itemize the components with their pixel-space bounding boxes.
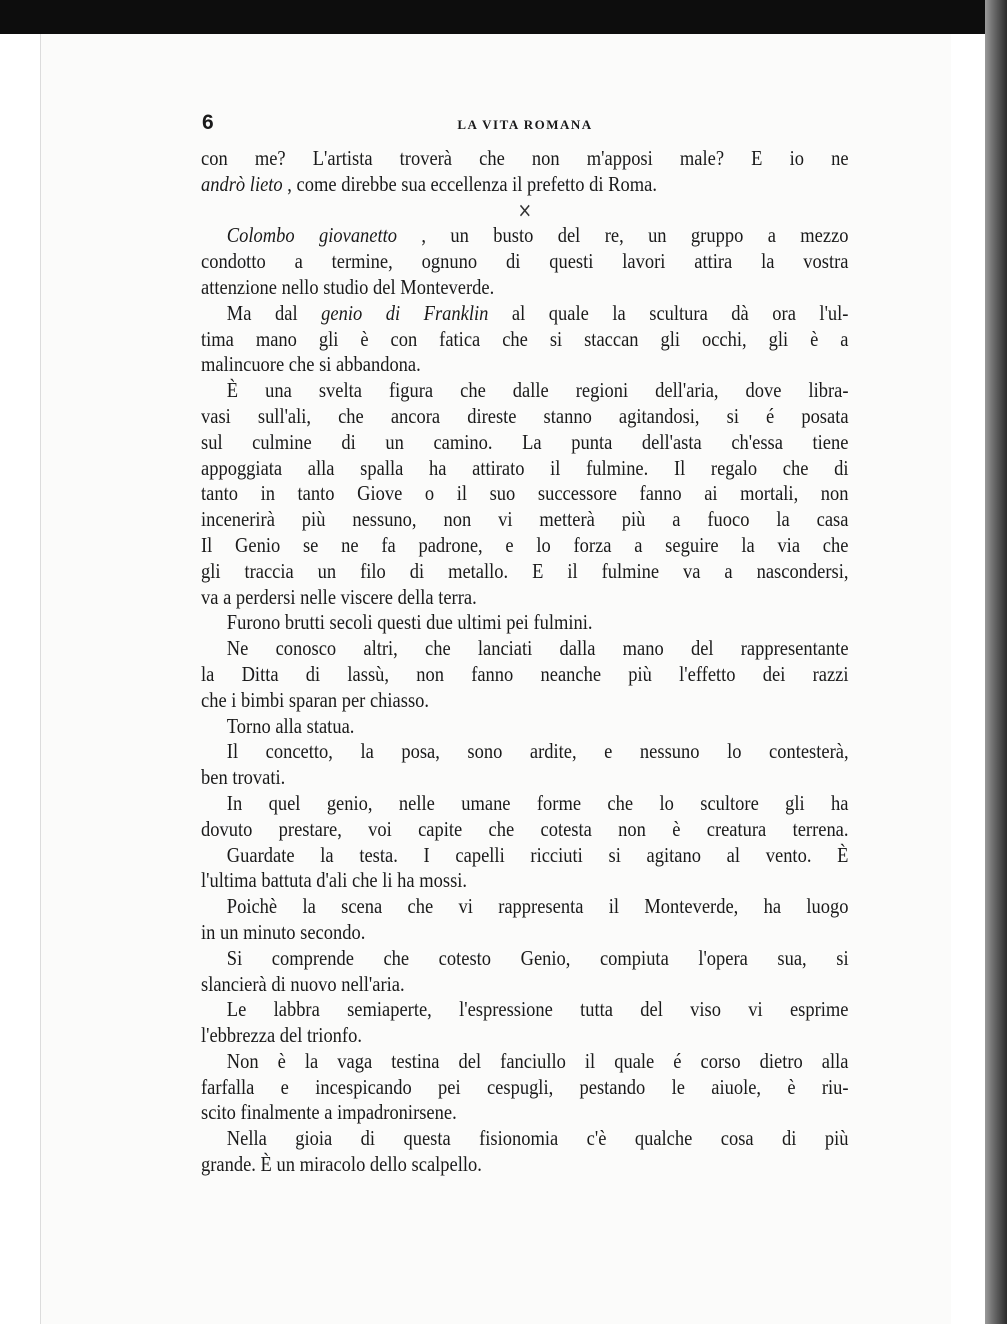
text-line: Il Genio se ne fa padrone, e lo forza a seguire la via che — [201, 532, 849, 557]
text-line: Non è la vaga testina del fanciullo il quale é corso dietro alla — [226, 1048, 849, 1073]
text-line: l'ebbrezza del trionfo. — [201, 1023, 362, 1048]
section-separator: × — [517, 197, 532, 222]
text-line: In quel genio, nelle umane forme che lo scultore gli ha — [226, 790, 849, 815]
text-line: Le labbra semiaperte, l'espressione tutta del viso vi esprime — [226, 997, 849, 1022]
text-line: Torno alla statua. — [226, 713, 355, 738]
body-text — [201, 146, 849, 1178]
text-line: condotto a termine, ognuno di questi lavori attira la vostra — [201, 249, 849, 274]
text-line: gli traccia un filo di metallo. E il fulmine va a nascondersi, — [201, 558, 849, 583]
page-number: 6 — [202, 111, 214, 134]
text-line: andrò lieto , come direbbe sua eccellenza il prefetto di Roma. — [201, 171, 657, 196]
text-line: slancierà di nuovo nell'aria. — [201, 971, 405, 996]
text-line: ben trovati. — [201, 765, 286, 790]
text-line: farfalla e incespicando pei cespugli, pestando le aiuole, è riu- — [201, 1074, 849, 1099]
text-line: appoggiata alla spalla ha attirato il fulmine. Il regalo che di — [201, 455, 849, 480]
text-line: tanto in tanto Giove o il suo successore fanno ai mortali, non — [201, 481, 849, 506]
text-line: con me? L'artista troverà che non m'apposi male? E io ne — [201, 146, 849, 170]
text-line: È una svelta figura che dalle regioni dell'aria, dove libra- — [226, 378, 849, 403]
text-line: scito finalmente a impadronirsene. — [201, 1100, 457, 1125]
text-line: Guardate la testa. I capelli ricciuti si agitano al vento. È — [226, 842, 849, 867]
text-line: sul culmine di un camino. La punta dell'asta ch'essa tiene — [201, 429, 849, 454]
page-header — [202, 111, 848, 137]
text-line: in un minuto secondo. — [201, 919, 366, 944]
text-line: incenerirà più nessuno, non vi metterà più a fuoco la casa — [201, 507, 849, 532]
text-line: Ma dal genio di Franklin al quale la scultura dà ora l'ul- — [226, 300, 849, 325]
text-line: la Ditta di lassù, non fanno neanche più l'effetto dei razzi — [201, 661, 849, 686]
text-line: dovuto prestare, voi capite che cotesta non è creatura terrena. — [201, 816, 849, 841]
text-line: tima mano gli è con fatica che si staccan gli occhi, gli è a — [201, 326, 849, 351]
text-line: Nella gioia di questa fisionomia c'è qualche cosa di più — [226, 1126, 849, 1151]
text-line: va a perdersi nelle viscere della terra. — [201, 584, 477, 609]
scan-top-border — [0, 0, 1007, 34]
text-line: malincuore che si abbandona. — [201, 352, 421, 377]
text-line: vasi sull'ali, che ancora direste stanno agitandosi, si é posata — [201, 403, 849, 428]
text-line: Colombo giovanetto , un busto del re, un gruppo a mezzo — [226, 223, 849, 248]
text-line: Poichè la scena che vi rappresenta il Monteverde, ha luogo — [226, 894, 849, 919]
text-line: grande. È un miracolo dello scalpello. — [201, 1152, 482, 1177]
text-line: Ne conosco altri, che lanciati dalla mano del rappresentante — [226, 636, 849, 661]
text-line: Furono brutti secoli questi due ultimi pei fulmini. — [226, 610, 593, 635]
text-line: che i bimbi sparan per chiasso. — [201, 687, 430, 712]
text-line: Il concetto, la posa, sono ardite, e nessuno lo contesterà, — [226, 739, 849, 764]
text-line: l'ultima battuta d'ali che li ha mossi. — [201, 868, 468, 893]
running-title: LA VITA ROMANA — [457, 117, 593, 132]
text-line: Si comprende che cotesto Genio, compiuta l'opera sua, si — [226, 945, 849, 970]
scan-right-border — [985, 0, 1007, 1324]
text-line: attenzione nello studio del Monteverde. — [201, 274, 495, 299]
